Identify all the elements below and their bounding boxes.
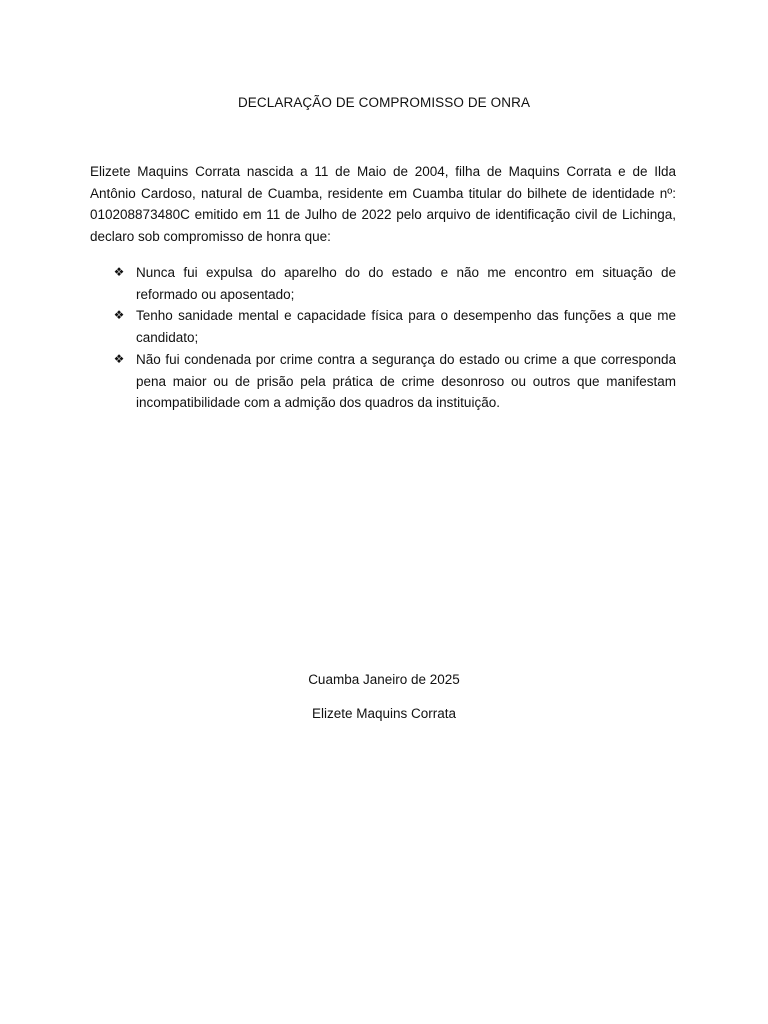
signature-name: Elizete Maquins Corrata [311,706,457,721]
list-item [90,262,676,305]
declaration-list [90,262,676,414]
place-date: Cuamba Janeiro de 2025 [308,672,460,687]
diamond-bullet-icon: ❖ [113,351,125,366]
list-item [90,349,676,414]
list-item-text: Tenho sanidade mental e capacidade física para o desempenho das funções a que me candidato; [136,308,676,346]
diamond-bullet-icon: ❖ [113,308,125,323]
list-item-text: Nunca fui expulsa do aparelho do do estado e não me encontro em situação de reformado ou aposentado; [136,265,676,302]
intro-paragraph: Elizete Maquins Corrata nascida a 11 de Maio de 2004, filha de Maquins Corrata e de Ilda Antônio Cardoso, natural de Cuamba, residente em Cuamba titular do bilhete de identidade nº: 010208873480C emitido em 11 de Julho de 2022 pelo arquivo de identificação civil de Lichinga, declaro sob compromisso de honra que: [90,164,676,245]
list-item [90,305,676,348]
list-item-text: Não fui condenada por crime contra a segurança do estado ou crime a que corresponda pena maior ou de prisão pela prática de crime desonroso ou outros que manifestam incompatibilidade com a admição dos quadros da instituição. [136,351,676,411]
diamond-bullet-icon: ❖ [113,265,125,279]
document-title: DECLARAÇÃO DE COMPROMISSO DE ONRA [237,95,531,110]
